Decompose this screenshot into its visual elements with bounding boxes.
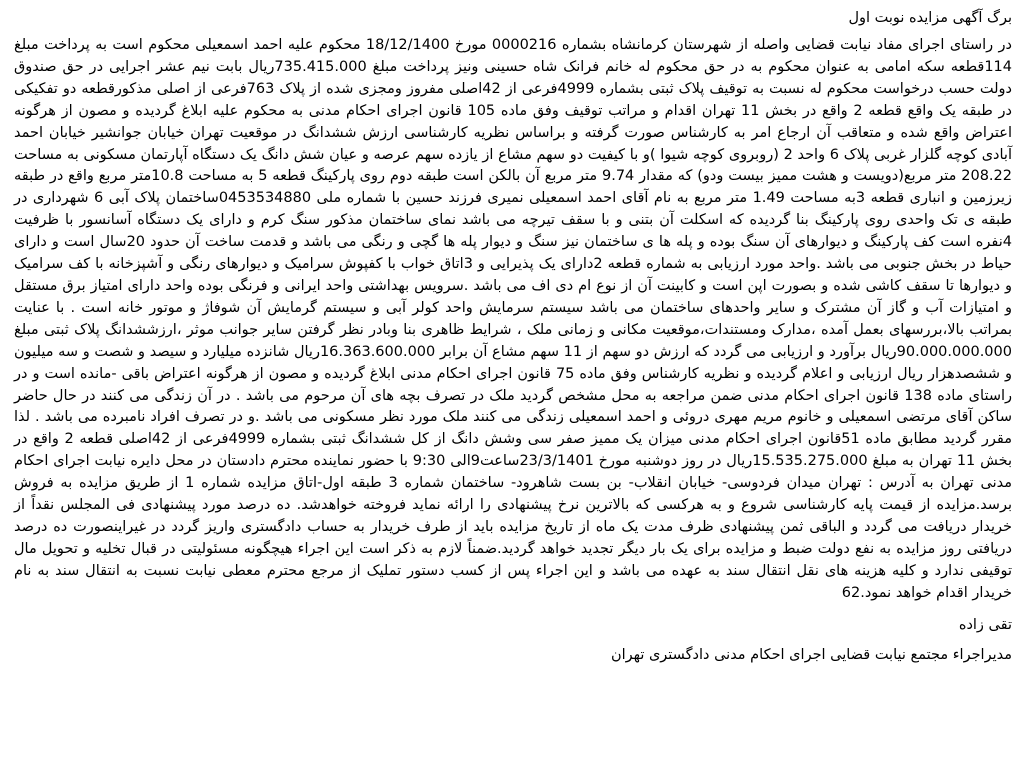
issuing-authority: مدیراجراء مجتمع نیابت قضایی اجرای احکام مدنی دادگستری تهران (610, 646, 1012, 663)
notice-title: برگ آگهی مزایده نوبت اول (848, 10, 1012, 26)
notice-body: در راستای اجرای مفاد نیابت قضایی واصله از شهرستان کرمانشاه بشماره 0000216 مورخ 18/12/1400 محکوم علیه احمد اسمعیلی محکوم است به پرداخت مبلغ 114قطعه سکه امامی به عنوان محکوم به در حق محکوم له خانم فرانک شاه حسینی ونیز پرداخت مبلغ 735.415.000ریال بابت نیم عشر اجرایی در حق صندوق دولت حسب درخواست محکوم له نسبت به توقیف پلاک ثبتی بشماره 4999فرعی از 42اصلی مفروز ومجزی شده از پلاک 763فرعی از اصلی مذکورقطعه دو تفکیکی در طبقه یک واقع قطعه 2 واقع در بخش 11 تهران اقدام و مراتب توقیف وفق ماده 105 قانون اجرای احکام مدنی به محکوم علیه ابلاغ گردیده و مصون از هرگونه اعتراض واقع شده و متعاقب آن ارجاع امر به کارشناس صورت گرفته و براساس نظریه کارشناسی ارزش ششدانگ در موقعیت تهران خیابان جوانشیر خیابان احمد آبادی کوچه گلزار غربی پلاک 6 واحد 2 (روبروی کوچه شیوا )و با کیفیت دو سهم مشاع از یازده سهم عرصه و عیان شش دانگ یک دستگاه آپارتمان مسکونی به مساحت 208.22 متر مربع(دویست و هشت ممیز بیست ودو) که مقدار 9.74 متر مربع آن بالکن است طبقه دوم روی پارکینگ قطعه 5 به مساحت 10.8متر مربع واقع در طبقه زیرزمین و انباری قطعه 3به مساحت 1.49 متر مربع به نام آقای احمد اسمعیلی نمیری فرزند حسین با شماره ملی 0453534880ساختمان پلاک آبی 6 شهرداری در طبقه ی تک واحدی روی پارکینگ بنا گردیده که اسکلت آن بتنی و با سقف تیرچه می باشد نمای ساختمان مذکور سنگ کرم و دارای یک دستگاه آسانسور با ظرفیت 4نفره است کف پارکینگ و دیوارهای آن سنگ بوده و پله ها ی ساختمان نیز سنگ و دیوار پله ها گچی و رنگی می باشد و قدمت ساخت آن حدود 20سال است و دارای حیاط در بخش جنوبی می باشد .واحد مورد ارزیابی به شماره قطعه 2دارای یک پذیرایی و 3اتاق خواب با کفپوش سرامیک و دیوارهای رنگی و آشپزخانه با کف سرامیک و دیوارها تا سقف کاشی شده و بصورت اپن است و کابینت آن از نوع ام دی اف می باشد .سرویس بهداشتی واحد ایرانی و فرنگی بوده واحد دارای امتیاز برق مستقل و امتیازات آب و گاز آن مشترک و سایر واحدهای ساختمان می باشد سیستم سرمایش واحد کولر آبی و سیستم گرمایش آن شوفاژ و موتور خانه است . با عنایت بمراتب بالا،بررسهای بعمل آمده ،مدارک ومستندات،موقعیت مکانی و زمانی ملک ، شرایط ظاهری بنا وبادر نظر گرفتن سایر جوانب موثر ،ارزششدانگ پلاک ثبتی مبلغ 90.000.000.000ریال برآورد و ارزیابی می گردد که ارزش دو سهم از 11 سهم مشاع آن برابر 16.363.600.000ریال شانزده میلیارد و سیصد و شصت و سه میلیون و ششصدهزار ریال ارزیابی و اعلام گردیده و نظریه کارشناس وفق ماده 75 قانون اجرای احکام مدنی ابلاغ گردیده و مصون از هرگونه اعتراض باقی -مانده است و در راستای ماده 138 قانون اجرای احکام مدنی ضمن مراجعه به محل مشخص گردید ملک در تصرف بچه های آن مرحوم می باشد . در آن زندگی می کنند در حال حاضر ساکن آقای مرتضی اسمعیلی و خانوم مریم مهری دروئی و احمد اسمعیلی زندگی می کنند ملک مورد نظر مسکونی می باشد .و در تصرف افراد نامبرده می باشد . لذا مقرر گردید مطابق ماده 51قانون اجرای احکام مدنی میزان یک ممیز صفر سی وشش دانگ از کل ششدانگ ثبتی بشماره 4999فرعی از 42اصلی قطعه 2 واقع در بخش 11 تهران به مبلغ 15.535.275.000ریال در روز دوشنبه مورخ 23/3/1401ساعت9الی 9:30 با حضور نماینده محترم دادستان در محل دایره نیابت اجرای احکام مدنی تهران به آدرس : تهران میدان فردوسی- خیابان انقلاب- بن بست شاهرود- ساختمان شماره 3 طبقه اول-اتاق مزایده شماره 1 از طریق مزایده به فروش برسد.مزایده از قیمت پایه کارشناسی شروع و به هرکسی که بالاترین نرخ پیشنهادی را ارائه نماید فروخته خواهدشد. ده درصد مورد پیشنهادی فی المجلس نقداً از خریدار دریافت می گردد و الباقی ثمن پیشنهادی ظرف مدت یک ماه از تاریخ مزایده باید از طرف خریدار به حساب دادگستری واریز گردد در غیراینصورت ده درصد دریافتی روز مزایده به نفع دولت ضبط و مزایده برای یک بار دیگر تجدید خواهد گردید.ضمناً لازم به ذکر است این اجراء هیچگونه مسئولیتی در قبال تخلیه و تحویل مال توقیفی ندارد و کلیه هزینه های نقل انتقال سند به عهده می باشد و این اجراء پس از کسب دستور تملیک از مرجع محترم معطی نیابت نسبت به انتقال سند به نام خریدار اقدام خواهد نمود.62 (14, 37, 1013, 601)
signer-name: تقی زاده (958, 616, 1012, 633)
